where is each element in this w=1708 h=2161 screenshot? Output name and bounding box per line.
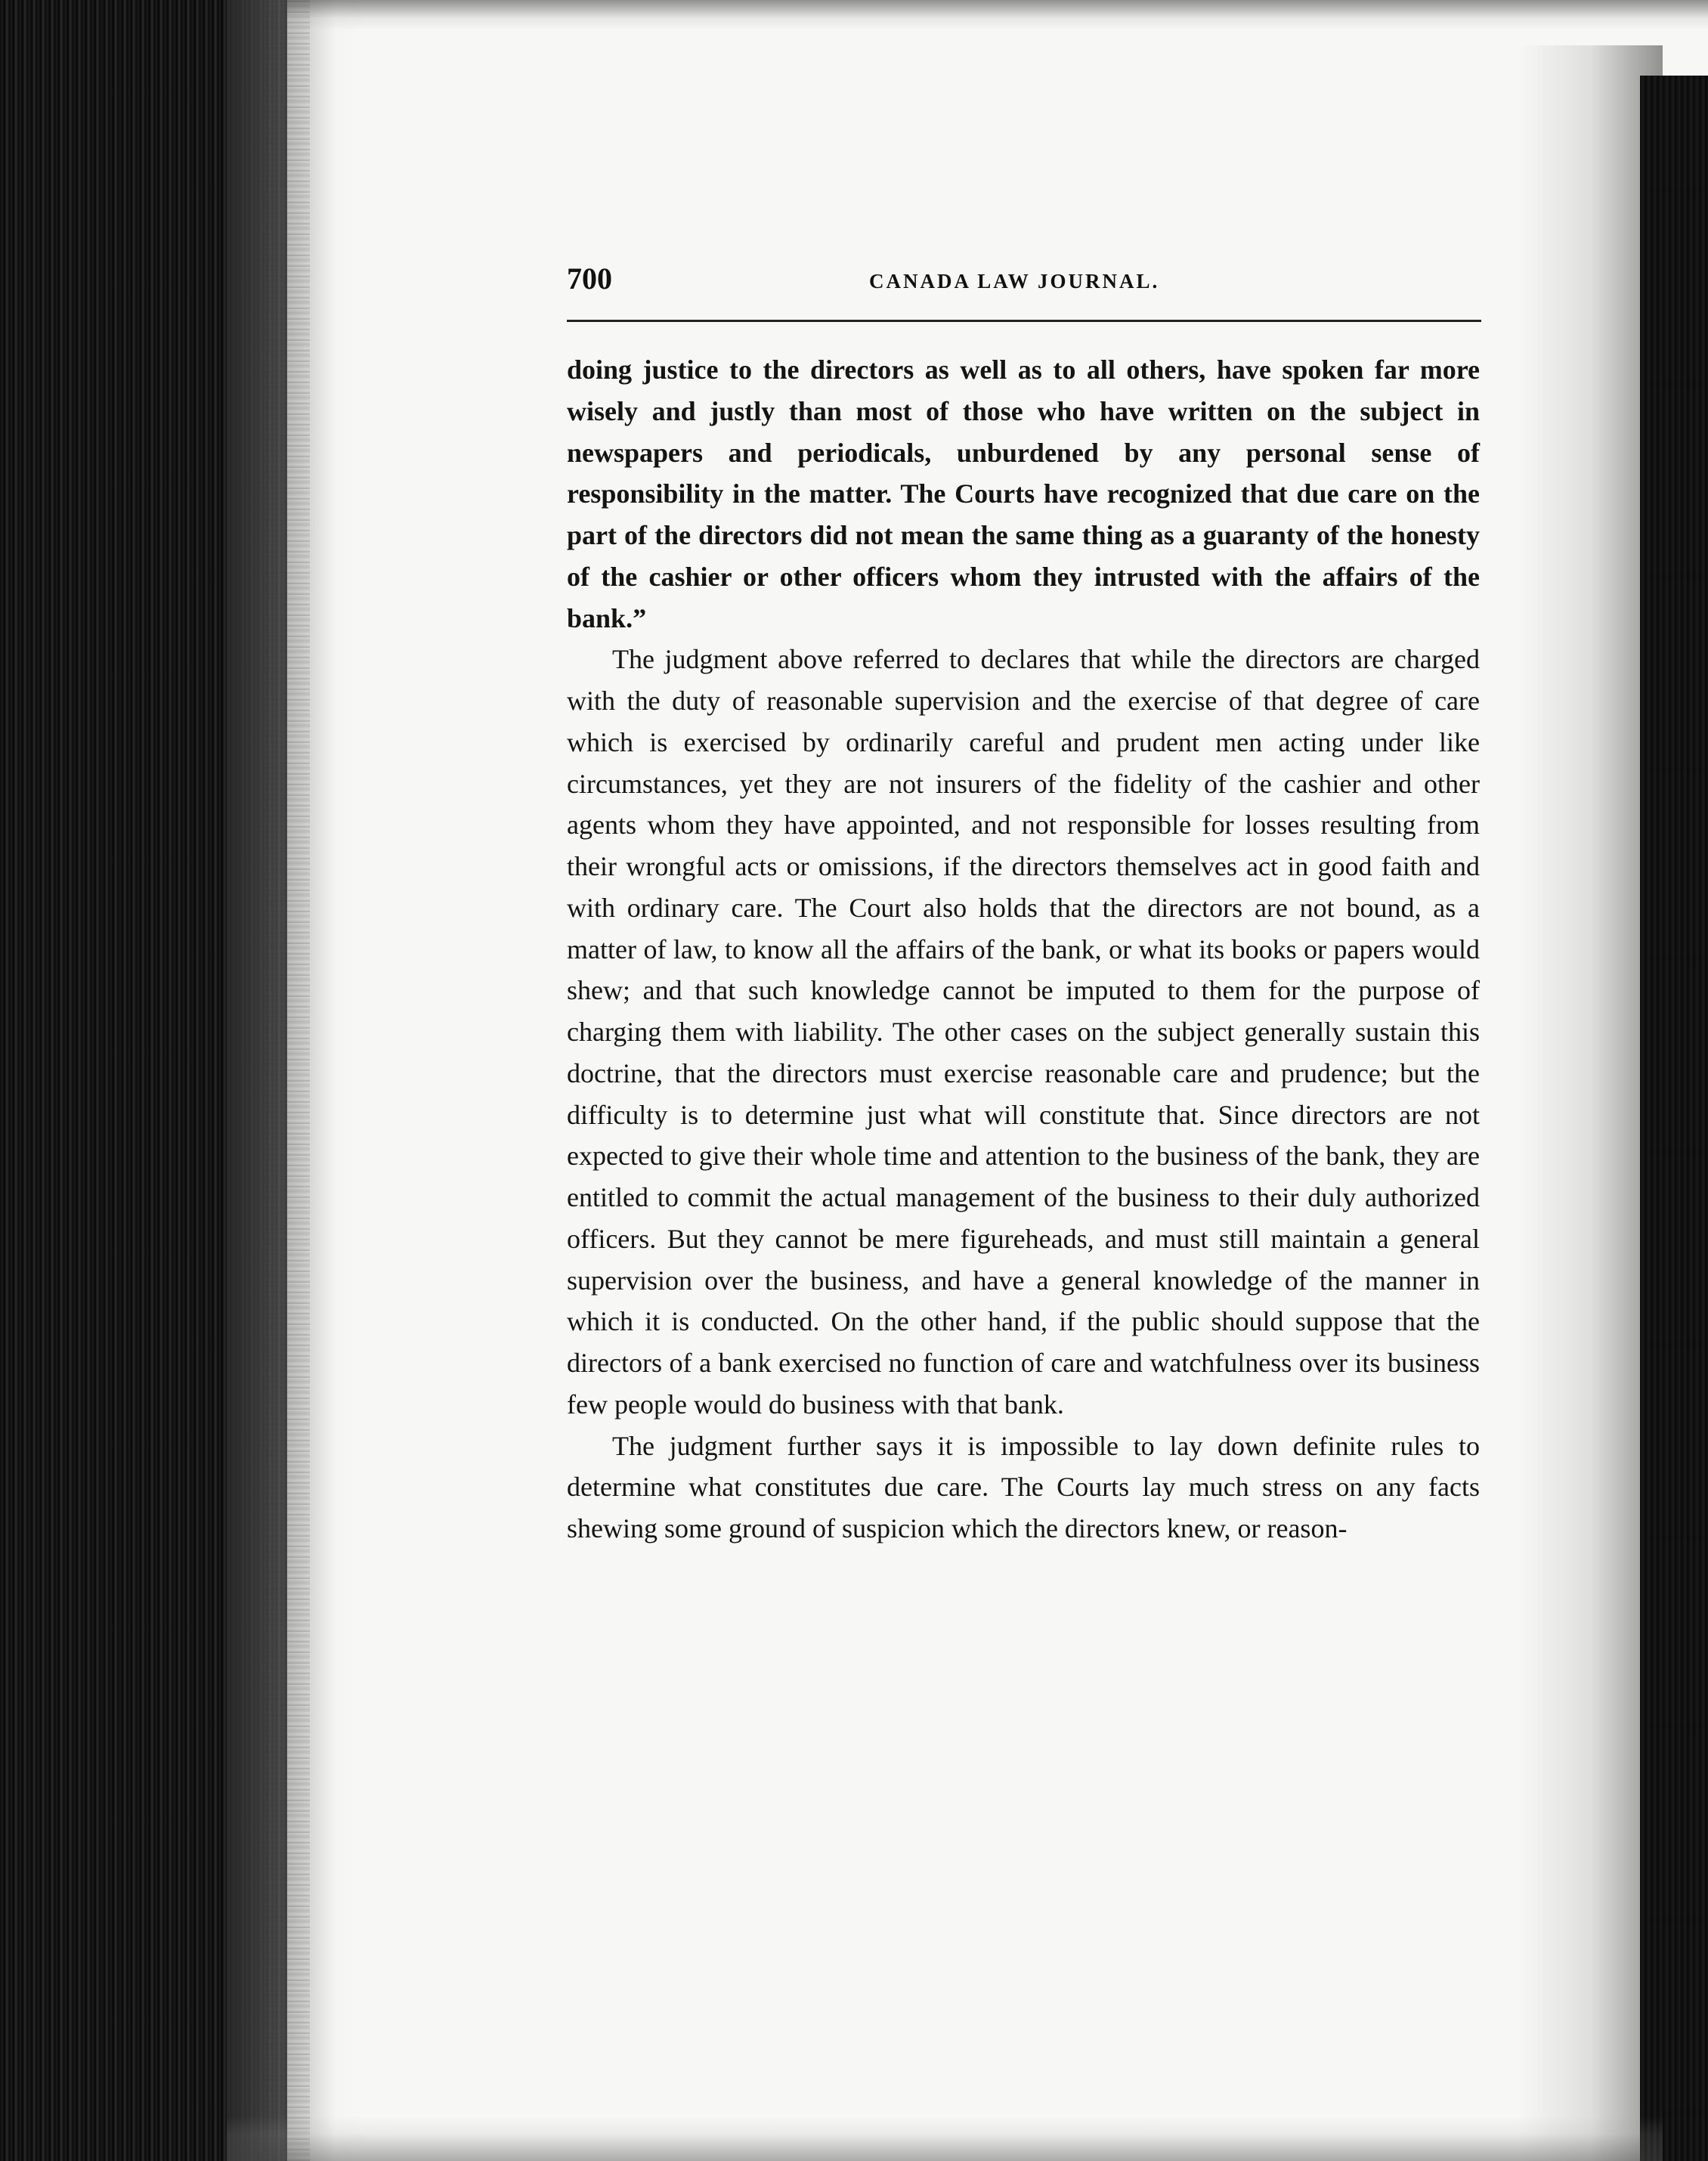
body-text: [567, 349, 1480, 1550]
page-edge-bottom: [227, 2116, 1663, 2161]
header-rule: [567, 320, 1481, 322]
running-head: CANADA LAW JOURNAL.: [869, 270, 1160, 293]
binding-shadow-left: [227, 0, 363, 2161]
book-binding-right: [1640, 76, 1708, 2161]
paragraph-1: doing justice to the directors as well as to all others, have spoken far more wisely and justly than most of those who have written on the subject in newspapers and periodicals, unburdened by any personal sense of responsibility in the matter. The Courts have recognized that due care on the part of the directors did not mean the same thing as a guaranty of the honesty of the cashier or other officers whom they intrusted with the affairs of the bank.”: [567, 354, 1480, 633]
page-number: 700: [567, 262, 612, 296]
page-header: [567, 261, 1481, 321]
paragraph-3: The judgment further says it is impossible to lay down definite rules to determine what constitutes due care. The Courts lay much stress on any facts shewing some ground of suspicion which the directors knew, or reason-: [567, 1430, 1480, 1543]
page-edge-top: [287, 0, 1708, 30]
paragraph-2: The judgment above referred to declares that while the directors are charged with the duty of reasonable supervision and the exercise of that degree of care which is exercised by ordinarily careful and prudent men acting under like circumstances, yet they are not insurers of the fidelity of the cashier and other agents whom they have appointed, and not responsible for losses resulting from their wrongful acts or omissions, if the directors themselves act in good faith and with ordinary care. The Court also holds that the directors are not bound, as a matter of law, to know all the affairs of the bank, or what its books or papers would shew; and that such knowledge cannot be imputed to them for the purpose of charging them with liability. The other cases on the subject generally sustain this doctrine, that the directors must exercise reasonable care and prudence; but the difficulty is to determine just what will constitute that. Since directors are not expected to give their whole time and attention to the business of the bank, they are entitled to commit the actual management of the business to their duly authorized officers. But they cannot be mere figureheads, and must still maintain a general supervision over the business, and have a general knowledge of the manner in which it is conducted. On the other hand, if the public should suppose that the directors of a bank exercised no function of care and watchfulness over its business few people would do business with that bank.: [567, 644, 1480, 1420]
